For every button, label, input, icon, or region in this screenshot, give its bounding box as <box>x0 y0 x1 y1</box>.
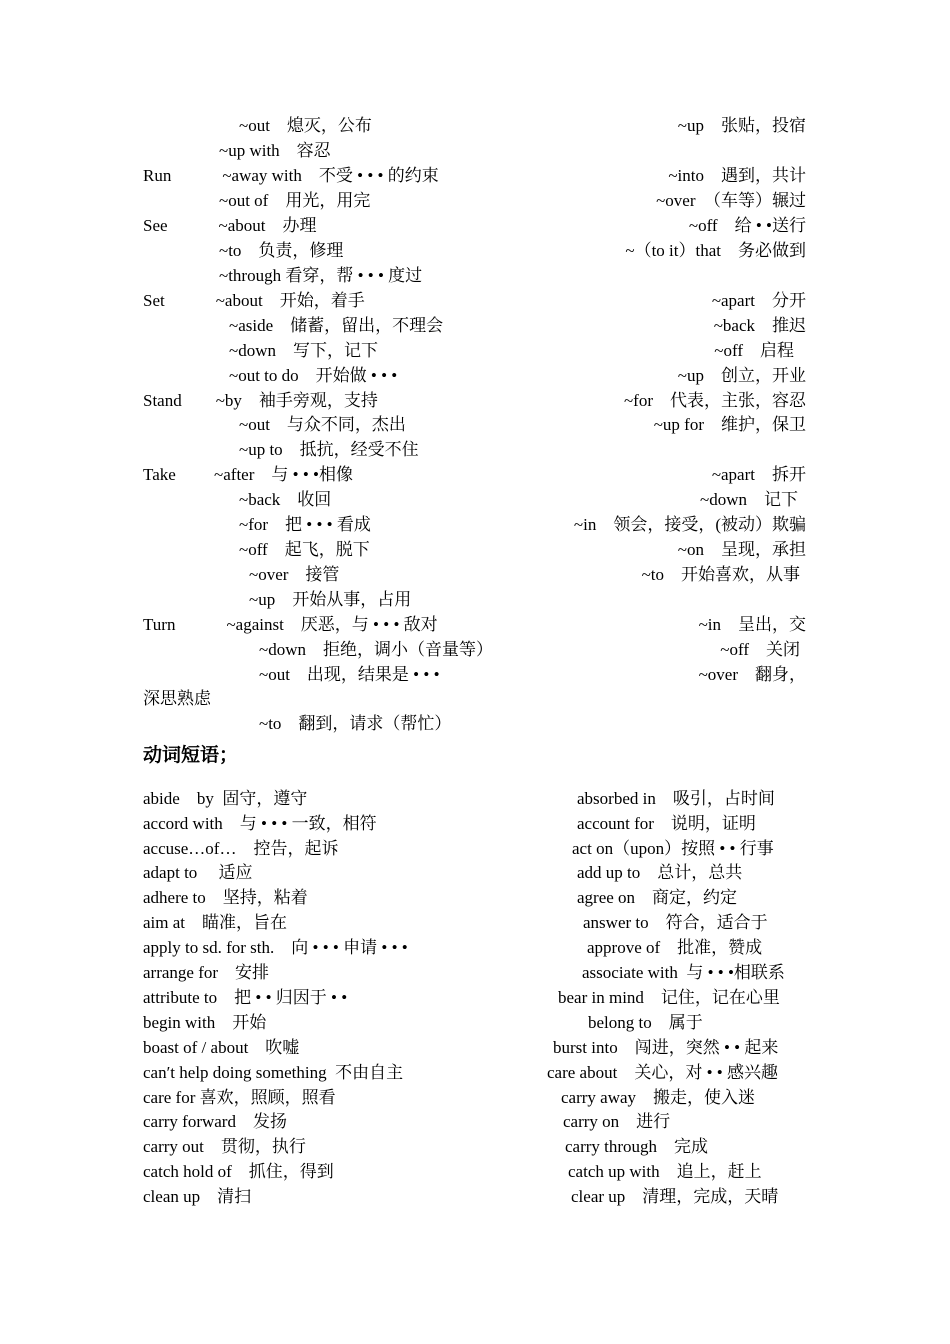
verb-phrase-item: carry forward 发扬 <box>143 1112 287 1131</box>
verb-phrase-item: accuse…of… 控告，起诉 <box>143 839 339 858</box>
verb-phrase-item: abide by 固守，遵守 <box>143 789 308 808</box>
verb-phrase-item: can′t help doing something 不由自主 <box>143 1063 404 1082</box>
phrase-line: Run ~away with 不受 • • • 的约束 <box>143 166 439 185</box>
verb-phrase-item: act on（upon）按照 • • 行事 <box>572 839 774 858</box>
phrase-line: ~apart 分开 <box>711 291 806 310</box>
verb-phrase-item: carry away 搬走，使入迷 <box>561 1088 756 1107</box>
phrase-line: ~for 把 • • • 看成 <box>239 515 371 534</box>
verb-phrase-item: begin with 开始 <box>143 1013 267 1032</box>
phrase-line: ~in 领会，接受，(被动）欺骗 <box>573 515 806 534</box>
verb-phrase-item: account for 说明，证明 <box>577 814 756 833</box>
verb-phrase-item: attribute to 把 • • 归因于 • • <box>143 988 348 1007</box>
verb-phrase-item: carry out 贯彻，执行 <box>143 1137 306 1156</box>
phrase-line: ~off 关闭 <box>720 640 800 659</box>
phrase-line: ~to 开始喜欢，从事 <box>641 565 800 584</box>
phrase-line: ~off 启程 <box>714 341 794 360</box>
phrase-line: ~in 呈出，交 <box>698 615 806 634</box>
phrase-line: ~back 收回 <box>239 490 332 509</box>
phrase-line: ~back 推迟 <box>713 316 806 335</box>
phrase-line: Turn ~against 厌恶，与 • • • 敌对 <box>143 615 438 634</box>
verb-phrase-item: carry on 进行 <box>563 1112 671 1131</box>
verb-phrase-item: adhere to 坚持，粘着 <box>143 888 308 907</box>
phrase-line: ~down 拒绝，调小（音量等） <box>259 640 493 659</box>
verb-phrase-item: care for 喜欢，照顾，照看 <box>143 1088 336 1107</box>
verb-phrase-item: associate with 与 • • •相联系 <box>582 963 785 982</box>
phrase-line: ~through 看穿，帮 • • • 度过 <box>219 266 423 285</box>
phrase-line: ~over 接管 <box>249 565 340 584</box>
verb-phrase-item: approve of 批准，赞成 <box>587 938 763 957</box>
phrase-line: ~down 记下 <box>700 490 798 509</box>
verb-phrase-item: absorbed in 吸引，占时间 <box>577 789 775 808</box>
verb-phrase-item: apply to sd. for sth. 向 • • • 申请 • • • <box>143 938 408 957</box>
phrase-line: ~to 负责，修理 <box>219 241 344 260</box>
verb-phrase-item: carry through 完成 <box>565 1137 709 1156</box>
phrase-line: ~for 代表，主张，容忍 <box>623 391 806 410</box>
verb-phrase-item: add up to 总计，总共 <box>577 863 743 882</box>
phrase-line: Stand ~by 袖手旁观，支持 <box>143 391 378 410</box>
phrase-line: ~out 出现，结果是 • • • <box>259 665 440 684</box>
phrase-line: ~into 遇到，共计 <box>668 166 806 185</box>
phrase-line: Set ~about 开始，着手 <box>143 291 365 310</box>
verb-phrase-item: burst into 闯进，突然 • • 起来 <box>553 1038 779 1057</box>
phrase-line: ~out of 用光，用完 <box>219 191 371 210</box>
verb-phrase-item: adapt to 适应 <box>143 863 253 882</box>
section-title: 动词短语； <box>143 744 239 766</box>
verb-phrase-item: bear in mind 记住，记在心里 <box>558 988 780 1007</box>
phrase-line: ~up for 维护，保卫 <box>653 415 806 434</box>
phrase-line: ~off 给 • •送行 <box>688 216 806 235</box>
verb-phrase-item: aim at 瞄准，旨在 <box>143 913 288 932</box>
phrase-line: See ~about 办理 <box>143 216 317 235</box>
phrase-line: ~down 写下，记下 <box>229 341 378 360</box>
phrase-line: ~up to 抵抗，经受不住 <box>239 440 419 459</box>
phrase-line: ~up 创立，开业 <box>677 366 806 385</box>
phrase-line: ~up 张贴，投宿 <box>677 116 806 135</box>
phrase-line: ~（to it）that 务必做到 <box>625 241 806 260</box>
verb-phrase-item: catch hold of 抓住，得到 <box>143 1162 334 1181</box>
phrase-line: ~out to do 开始做 • • • <box>229 366 398 385</box>
verb-phrase-item: arrange for 安排 <box>143 963 270 982</box>
verb-phrase-item: answer to 符合，适合于 <box>583 913 768 932</box>
verb-phrase-item: care about 关心，对 • • 感兴趣 <box>547 1063 778 1082</box>
phrase-line: ~over （车等）辗过 <box>656 191 806 210</box>
verb-phrase-item: clear up 清理，完成，天晴 <box>571 1187 779 1206</box>
verb-phrase-item: catch up with 追上，赶上 <box>568 1162 762 1181</box>
verb-phrase-item: agree on 商定，约定 <box>577 888 738 907</box>
phrase-line: ~up 开始从事，占用 <box>249 590 412 609</box>
phrase-line: Take ~after 与 • • •相像 <box>143 465 353 484</box>
phrase-line: ~aside 储蓄，留出，不理会 <box>229 316 444 335</box>
verb-phrase-item: clean up 清扫 <box>143 1187 252 1206</box>
verb-phrase-item: accord with 与 • • • 一致，相符 <box>143 814 377 833</box>
verb-phrase-item: belong to 属于 <box>588 1013 703 1032</box>
phrase-line: 深思熟虑 <box>143 689 211 708</box>
phrase-line: ~out 与众不同，杰出 <box>239 415 406 434</box>
phrase-line: ~to 翻到，请求（帮忙） <box>259 714 452 733</box>
phrase-line: ~on 呈现，承担 <box>677 540 806 559</box>
phrase-line: ~off 起飞，脱下 <box>239 540 370 559</box>
phrase-line: ~up with 容忍 <box>219 141 331 160</box>
phrase-line: ~over 翻身， <box>698 665 806 684</box>
verb-phrase-item: boast of / about 吹嘘 <box>143 1038 300 1057</box>
phrase-line: ~out 熄灭，公布 <box>239 116 372 135</box>
phrase-line: ~apart 拆开 <box>711 465 806 484</box>
